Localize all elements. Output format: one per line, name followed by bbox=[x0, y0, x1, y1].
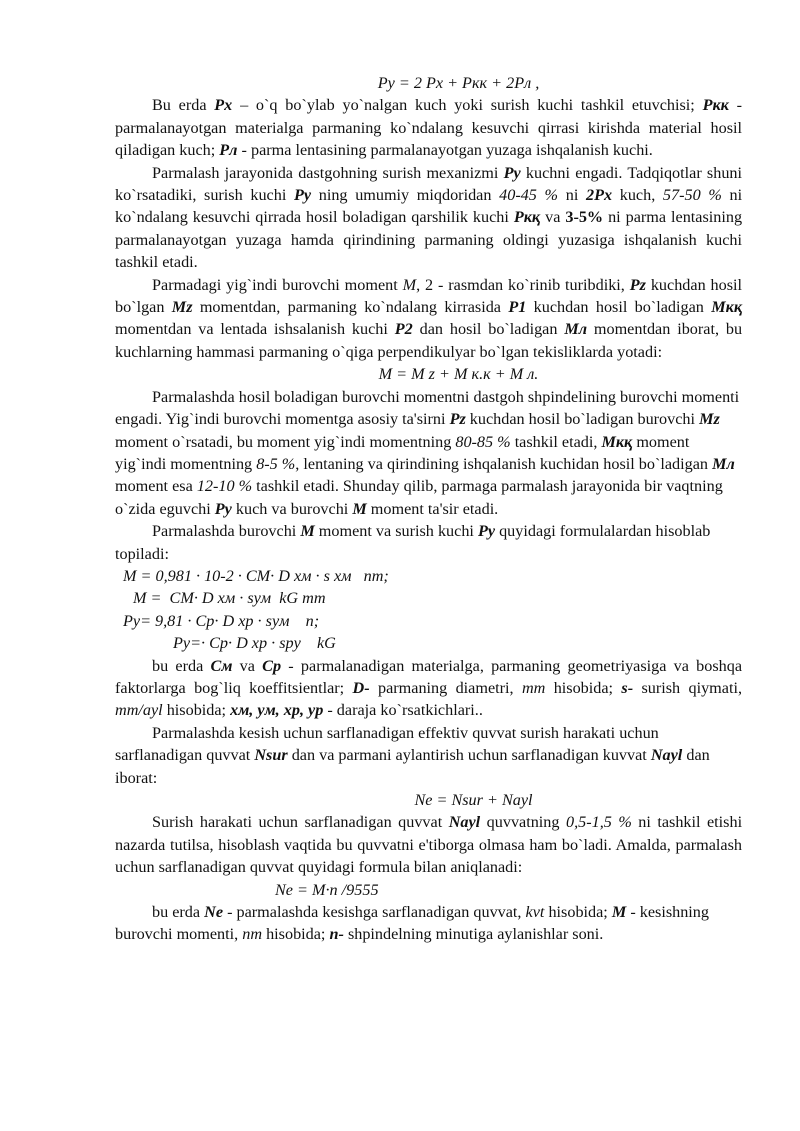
formula-py-kg bbox=[115, 632, 742, 654]
text: surish qiymati, bbox=[641, 678, 743, 697]
formula-text: Py= 9,81 · Cp· D xp · syм n; bbox=[123, 611, 320, 630]
text: kuchdan hosil bo`lgan bbox=[115, 275, 743, 317]
percent-value: 12-10 % bbox=[196, 477, 253, 496]
symbol-s: s- bbox=[621, 678, 634, 697]
formula-ne bbox=[115, 789, 742, 811]
text: Parmalashda hosil boladigan burovchi momentni dastgoh shpindelining burovchi momenti engadi. Yig`indi burovchi momentga asosiy ta'sirni bbox=[115, 387, 740, 429]
symbol-ml: Mл bbox=[712, 454, 735, 473]
symbol-pz: Pz bbox=[629, 275, 646, 294]
percent-value: 0,5-1,5 % bbox=[565, 813, 632, 832]
paragraph-5 bbox=[115, 520, 742, 565]
symbol-2px: 2Px bbox=[585, 186, 613, 205]
symbol-cm: Cм bbox=[210, 656, 233, 675]
formula-m-kgmm bbox=[115, 587, 742, 609]
symbol-mz: Mz bbox=[699, 410, 720, 429]
symbol-py: Py bbox=[214, 499, 232, 518]
text: moment yig`indi momentning bbox=[115, 432, 690, 473]
unit: mm/ayl bbox=[115, 701, 163, 720]
symbol-pl: Pл bbox=[219, 141, 238, 160]
text: Parmadagi yig`indi burovchi moment bbox=[152, 275, 398, 294]
symbol-pkk: Pкқ bbox=[513, 208, 541, 227]
symbol-p1: P1 bbox=[508, 298, 527, 317]
text: quyidagi formulalardan hisoblab topiladi: bbox=[115, 522, 711, 563]
paragraph-8 bbox=[115, 811, 742, 878]
formula-text: Ne = M·n /9555 bbox=[275, 880, 379, 899]
text: momentdan va lentada ishsalanish kuchi bbox=[115, 320, 388, 339]
formula-text: Py=· Cp· D xp · spy kG bbox=[173, 634, 336, 653]
text: moment esa bbox=[115, 477, 193, 496]
formula-text: M = 0,981 · 10-2 · CM· D xм · s xм nm; bbox=[123, 566, 389, 585]
paragraph-7 bbox=[115, 722, 742, 789]
symbol-m: M bbox=[402, 275, 417, 294]
symbol-px: Px bbox=[214, 96, 233, 115]
text: va bbox=[239, 656, 255, 675]
text: tashkil etadi, bbox=[514, 432, 598, 451]
symbol-nayl: Nayl bbox=[650, 746, 683, 765]
text: moment va surish kuchi bbox=[318, 522, 474, 541]
symbol-mz: Mz bbox=[171, 298, 193, 317]
text: - daraja ko`rsatkichlari.. bbox=[327, 701, 483, 720]
percent-value: 8-5 % bbox=[256, 454, 296, 473]
paragraph-6 bbox=[115, 655, 742, 722]
text: bu erda bbox=[152, 656, 204, 675]
formula-m bbox=[115, 363, 742, 385]
text: , 2 - rasmdan ko`rinib turibdiki, bbox=[416, 275, 625, 294]
text: hisobida; bbox=[166, 701, 227, 720]
text: Parmalash jarayonida dastgohning surish mexanizmi bbox=[152, 163, 499, 182]
text: ni tashkil etishi nazarda tutilsa, hisoblash vaqtida bu quvvatni e'tiborga olmasa ham bo`ladi. Amalda, parmalash uchun sarflanadigan quvvat quyidagi formula bilan aniqlanadi: bbox=[115, 813, 743, 877]
symbol-pz: Pz bbox=[449, 410, 466, 429]
unit: nm bbox=[242, 925, 263, 944]
formula-text: M = CM· D xм · syм kG mm bbox=[133, 589, 326, 608]
paragraph-4 bbox=[115, 386, 742, 520]
text: ni bbox=[565, 186, 579, 205]
symbol-m: M bbox=[611, 903, 627, 922]
text: hisobida; bbox=[548, 903, 608, 922]
text: moment ta'sir etadi. bbox=[370, 499, 499, 518]
text: quvvatning bbox=[486, 813, 560, 832]
symbol-mkk: Mкқ bbox=[711, 298, 743, 317]
text: Parmalashda kesish uchun sarflanadigan effektiv quvvat surish harakati uchun sarflanadigan quvvat bbox=[115, 723, 659, 765]
text: moment o`rsatadi, bu moment yig`indi momentning bbox=[115, 432, 452, 451]
symbol-m: M bbox=[300, 522, 315, 541]
symbol-d: D- bbox=[352, 678, 370, 697]
text: - parmalanadigan materialga, parmaning geometriyasiga va boshqa faktorlarga bog`liq koeffitsientlar; bbox=[115, 656, 743, 697]
percent-value: 3-5% bbox=[565, 208, 604, 227]
symbol-py: Py bbox=[477, 522, 496, 541]
text: Parmalashda burovchi bbox=[152, 522, 297, 541]
symbol-n: n- bbox=[329, 925, 344, 944]
percent-value: 40-45 % bbox=[499, 186, 559, 205]
text: Surish harakati uchun sarflanadigan quvvat bbox=[152, 813, 443, 832]
symbol-mkk: Mкқ bbox=[601, 432, 633, 451]
symbol-nayl: Nayl bbox=[448, 813, 481, 832]
text: momentdan, parmaning ko`ndalang kirrasida bbox=[199, 298, 501, 317]
text: parmaning diametri, bbox=[378, 678, 514, 697]
document-page bbox=[115, 72, 742, 946]
text: - parmalashda kesishga sarflanadigan quvvat, bbox=[227, 903, 522, 922]
formula-py-text: Pу = 2 Px + Pкк + 2Pл , bbox=[377, 74, 540, 92]
formula-py-n bbox=[115, 610, 742, 632]
formula-ne-text: Ne = Nsur + Nayl bbox=[414, 791, 533, 809]
text: dan hosil bo`ladigan bbox=[419, 320, 558, 339]
symbol-py: Py bbox=[294, 186, 312, 205]
formula-m-nm bbox=[115, 565, 742, 587]
text: tashkil etadi. Shunday qilib, parmaga parmalash jarayonida bir vaqtning o`zida eguvchi bbox=[115, 477, 723, 518]
text: ning umumiy miqdoridan bbox=[318, 186, 492, 205]
text: ni ko`ndalang kesuvchi qirrada hosil boladigan qarshilik kuchi bbox=[115, 186, 743, 227]
paragraph-3 bbox=[115, 274, 742, 364]
text: kuch, bbox=[619, 186, 656, 205]
text: bu erda bbox=[152, 903, 201, 922]
symbol-ne: Ne bbox=[204, 903, 224, 922]
text: kuchdan hosil bo`ladigan bbox=[533, 298, 704, 317]
text: shpindelning minutiga aylanishlar soni. bbox=[347, 925, 604, 944]
text: hisobida; bbox=[266, 925, 326, 944]
text: dan iborat: bbox=[115, 746, 710, 787]
symbol-cp: Cp bbox=[262, 656, 282, 675]
percent-value: 80-85 % bbox=[455, 432, 511, 451]
text: ni parma lentasining parmalanayotgan yuzaga hamda qirindining parmaning oldingi yuzasiga ishqalanish kuchi tashkil etadi. bbox=[115, 208, 743, 272]
symbol-p2: P2 bbox=[394, 320, 413, 339]
text: - parmalanayotgan materialga parmaning ko`ndalang kesuvchi qirrasi kirishda material hosil qiladigan kuch; bbox=[115, 96, 743, 160]
text: - parma lentasining parmalanayotgan yuzaga ishqalanish kuchi. bbox=[241, 141, 653, 160]
percent-value: 57-50 % bbox=[662, 186, 722, 205]
text: Bu erda bbox=[152, 96, 207, 115]
unit: mm bbox=[521, 678, 546, 697]
text: momentdan iborat, bu kuchlarning hammasi parmaning o`qiga perpendikulyar bo`lgan tekisliklarda yotadi: bbox=[115, 320, 743, 361]
text: dan va parmani aylantirish uchun sarflanadigan kuvvat bbox=[291, 746, 647, 765]
text: kuchdan hosil bo`ladigan burovchi bbox=[469, 410, 696, 429]
text: - kesishning burovchi momenti, bbox=[115, 903, 709, 944]
text: hisobida; bbox=[553, 678, 614, 697]
formula-ne-power bbox=[115, 879, 742, 901]
symbol-ml: Mл bbox=[564, 320, 588, 339]
symbol-pkk: Pкк bbox=[702, 96, 729, 115]
text: kuchni engadi. Tadqiqotlar shuni ko`rsatadiki, surish kuchi bbox=[115, 163, 743, 205]
paragraph-9 bbox=[115, 901, 742, 946]
text: – o`q bo`ylab yo`nalgan kuch yoki surish kuchi tashkil etuvchisi; bbox=[240, 96, 695, 115]
text: , lentaning va qirindining ishqalanish kuchidan hosil bo`ladigan bbox=[295, 454, 709, 473]
paragraph-1 bbox=[115, 94, 742, 161]
text: kuch va burovchi bbox=[235, 499, 349, 518]
paragraph-2 bbox=[115, 162, 742, 274]
symbol-m: M bbox=[352, 499, 367, 518]
text: va bbox=[545, 208, 561, 227]
unit: kvt bbox=[525, 903, 545, 922]
symbol-py: Py bbox=[503, 163, 521, 182]
symbol-nsur: Nsur bbox=[254, 746, 288, 765]
formula-m-text: M = M z + M к.к + M л. bbox=[378, 365, 539, 384]
symbol-exponents: xм, yм, xp, yp bbox=[230, 701, 324, 720]
formula-py bbox=[115, 72, 742, 94]
